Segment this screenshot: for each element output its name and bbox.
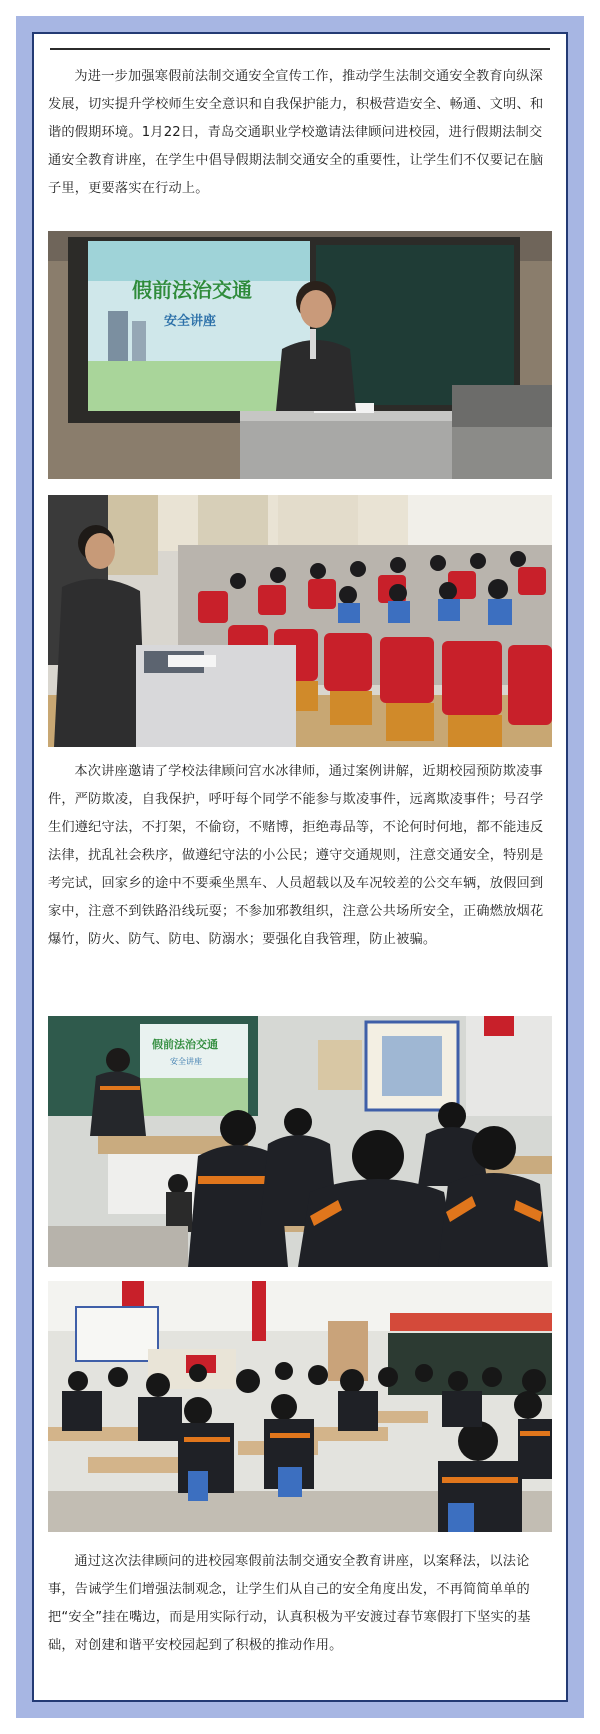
slide-title: 假前法治交通 xyxy=(152,1038,218,1051)
slide-title: 假前法治交通 xyxy=(132,278,252,302)
photo-lecture-speaker xyxy=(48,231,552,479)
photo-classroom-front xyxy=(48,1016,552,1267)
slide-subtitle: 安全讲座 xyxy=(170,1057,202,1066)
intro-paragraph: 为进一步加强寒假前法制交通安全宣传工作，推动学生法制交通安全教育向纵深发展，切实提升学校师生安全意识和自我保护能力，积极营造安全、畅通、文明、和谐的假期环境。1月22日，青岛交通职业学校邀请法律顾问进校园，进行假期法制交通安全教育讲座，在学生中倡导假期法制交通安全的重要性，让学生们不仅要记在脑子里，更要落实在行动上。 xyxy=(48,69,544,196)
closing-paragraph: 通过这次法律顾问的进校园寒假前法制交通安全教育讲座，以案释法，以法论事，告诫学生们增强法制观念，让学生们从自己的安全角度出发，不再简简单单的把“安全”挂在嘴边，而是用实际行动，认真积极为平安渡过春节寒假打下坚实的基础，对创建和谐平安校园起到了积极的推动作用。 xyxy=(48,1554,531,1653)
body-paragraph: 本次讲座邀请了学校法律顾问宫水冰律师，通过案例讲解，近期校园预防欺凌事件，严防欺凌，自我保护，呼吁每个同学不能参与欺凌事件，远离欺凌事件；号召学生们遵纪守法，不打架，不偷窃，不赌博，拒绝毒品等，不论何时何地，都不能违反法律，扰乱社会秩序，做遵纪守法的小公民；遵守交通规则，注意交通安全，特别是考完试，回家乡的途中不要乘坐黑车、人员超载以及车况较差的公交车辆，放假回到家中，注意不到铁路沿线玩耍；不参加邪教组织，注意公共场所安全，正确燃放烟花爆竹，防火、防气、防电、防溺水；要强化自我管理，防止被骗。 xyxy=(48,764,544,947)
photo-classroom-rows xyxy=(48,1281,552,1532)
photo-auditorium-audience xyxy=(48,495,552,747)
top-divider xyxy=(50,48,550,50)
slide-subtitle: 安全讲座 xyxy=(164,314,217,329)
